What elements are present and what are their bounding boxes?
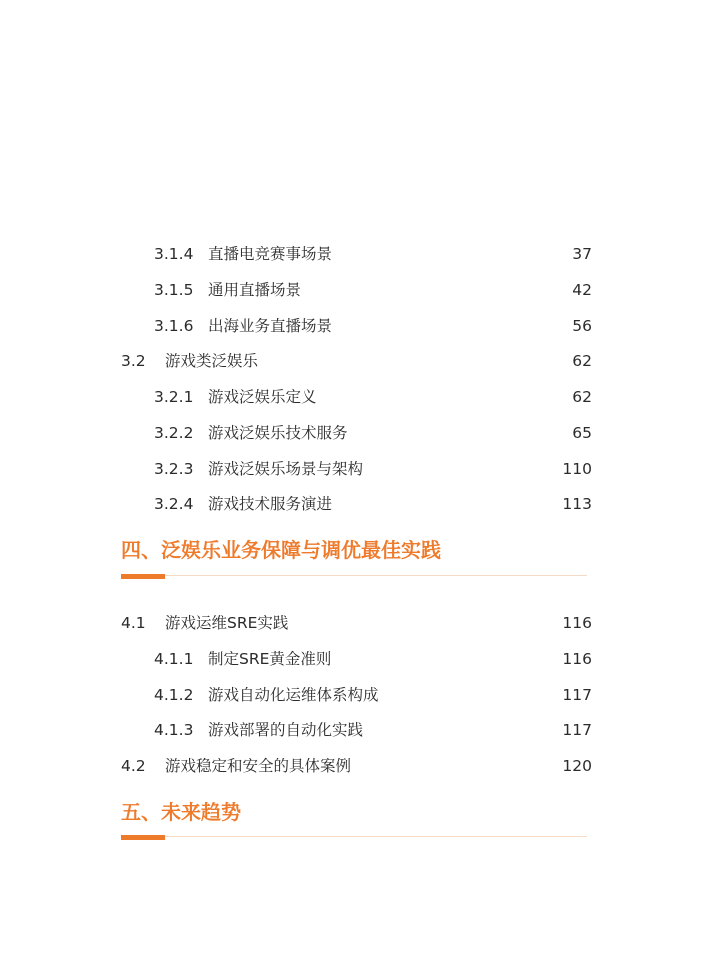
toc-entry-number: 4.1.1: [154, 650, 194, 668]
toc-entry-number: 3.1.6: [154, 317, 194, 335]
chapter-heading: 四、泛娱乐业务保障与调优最佳实践: [121, 538, 441, 562]
toc-entry[interactable]: [0, 458, 710, 480]
toc-entry[interactable]: [0, 422, 710, 444]
toc-entry[interactable]: [0, 719, 710, 741]
toc-entry-number: 4.2: [121, 757, 146, 775]
toc-entry[interactable]: [0, 612, 710, 634]
toc-entry-title: 游戏泛娱乐定义: [208, 388, 317, 406]
toc-entry-number: 3.1.5: [154, 281, 194, 299]
toc-entry-title: 游戏稳定和安全的具体案例: [165, 757, 352, 775]
toc-entry[interactable]: [0, 386, 710, 408]
chapter-divider: [121, 575, 587, 576]
toc-entry-page: 62: [572, 352, 592, 370]
toc-entry-page: 56: [572, 317, 592, 335]
toc-entry-page: 110: [562, 460, 592, 478]
toc-entry[interactable]: [0, 493, 710, 515]
toc-entry-title: 游戏运维SRE实践: [165, 614, 289, 632]
toc-entry-title: 游戏泛娱乐场景与架构: [208, 460, 364, 478]
toc-entry-title: 制定SRE黄金准则: [208, 650, 332, 668]
toc-entry-number: 3.1.4: [154, 245, 194, 263]
toc-entry-number: 3.2.4: [154, 495, 194, 513]
toc-entry-page: 62: [572, 388, 592, 406]
toc-entry-title: 出海业务直播场景: [208, 317, 333, 335]
toc-entry[interactable]: [0, 755, 710, 777]
toc-entry-title: 通用直播场景: [208, 281, 302, 299]
toc-entry-title: 游戏部署的自动化实践: [208, 721, 364, 739]
chapter-accent-bar: [121, 835, 165, 840]
toc-entry-page: 65: [572, 424, 592, 442]
toc-entry-title: 游戏泛娱乐技术服务: [208, 424, 348, 442]
toc-entry-title: 游戏自动化运维体系构成: [208, 686, 379, 704]
toc-entry-title: 直播电竞赛事场景: [208, 245, 333, 263]
toc-entry-number: 3.2.2: [154, 424, 194, 442]
toc-entry-number: 3.2.1: [154, 388, 194, 406]
toc-entry-number: 4.1: [121, 614, 146, 632]
toc-entry-title: 游戏类泛娱乐: [165, 352, 259, 370]
toc-entry[interactable]: [0, 315, 710, 337]
toc-entry[interactable]: [0, 279, 710, 301]
toc-entry-number: 4.1.3: [154, 721, 194, 739]
toc-entry-number: 3.2: [121, 352, 146, 370]
toc-entry-page: 116: [562, 614, 592, 632]
toc-entry[interactable]: [0, 648, 710, 670]
toc-entry[interactable]: [0, 684, 710, 706]
toc-entry-page: 120: [562, 757, 592, 775]
toc-entry-number: 4.1.2: [154, 686, 194, 704]
toc-entry-page: 42: [572, 281, 592, 299]
toc-entry-page: 37: [572, 245, 592, 263]
chapter-heading: 五、未来趋势: [121, 800, 241, 824]
toc-entry-page: 116: [562, 650, 592, 668]
chapter-accent-bar: [121, 574, 165, 579]
toc-entry-title: 游戏技术服务演进: [208, 495, 333, 513]
toc-entry[interactable]: [0, 243, 710, 265]
toc-entry-number: 3.2.3: [154, 460, 194, 478]
toc-entry[interactable]: [0, 350, 710, 372]
chapter-divider: [121, 836, 587, 837]
toc-entry-page: 117: [562, 686, 592, 704]
toc-entry-page: 113: [562, 495, 592, 513]
toc-entry-page: 117: [562, 721, 592, 739]
